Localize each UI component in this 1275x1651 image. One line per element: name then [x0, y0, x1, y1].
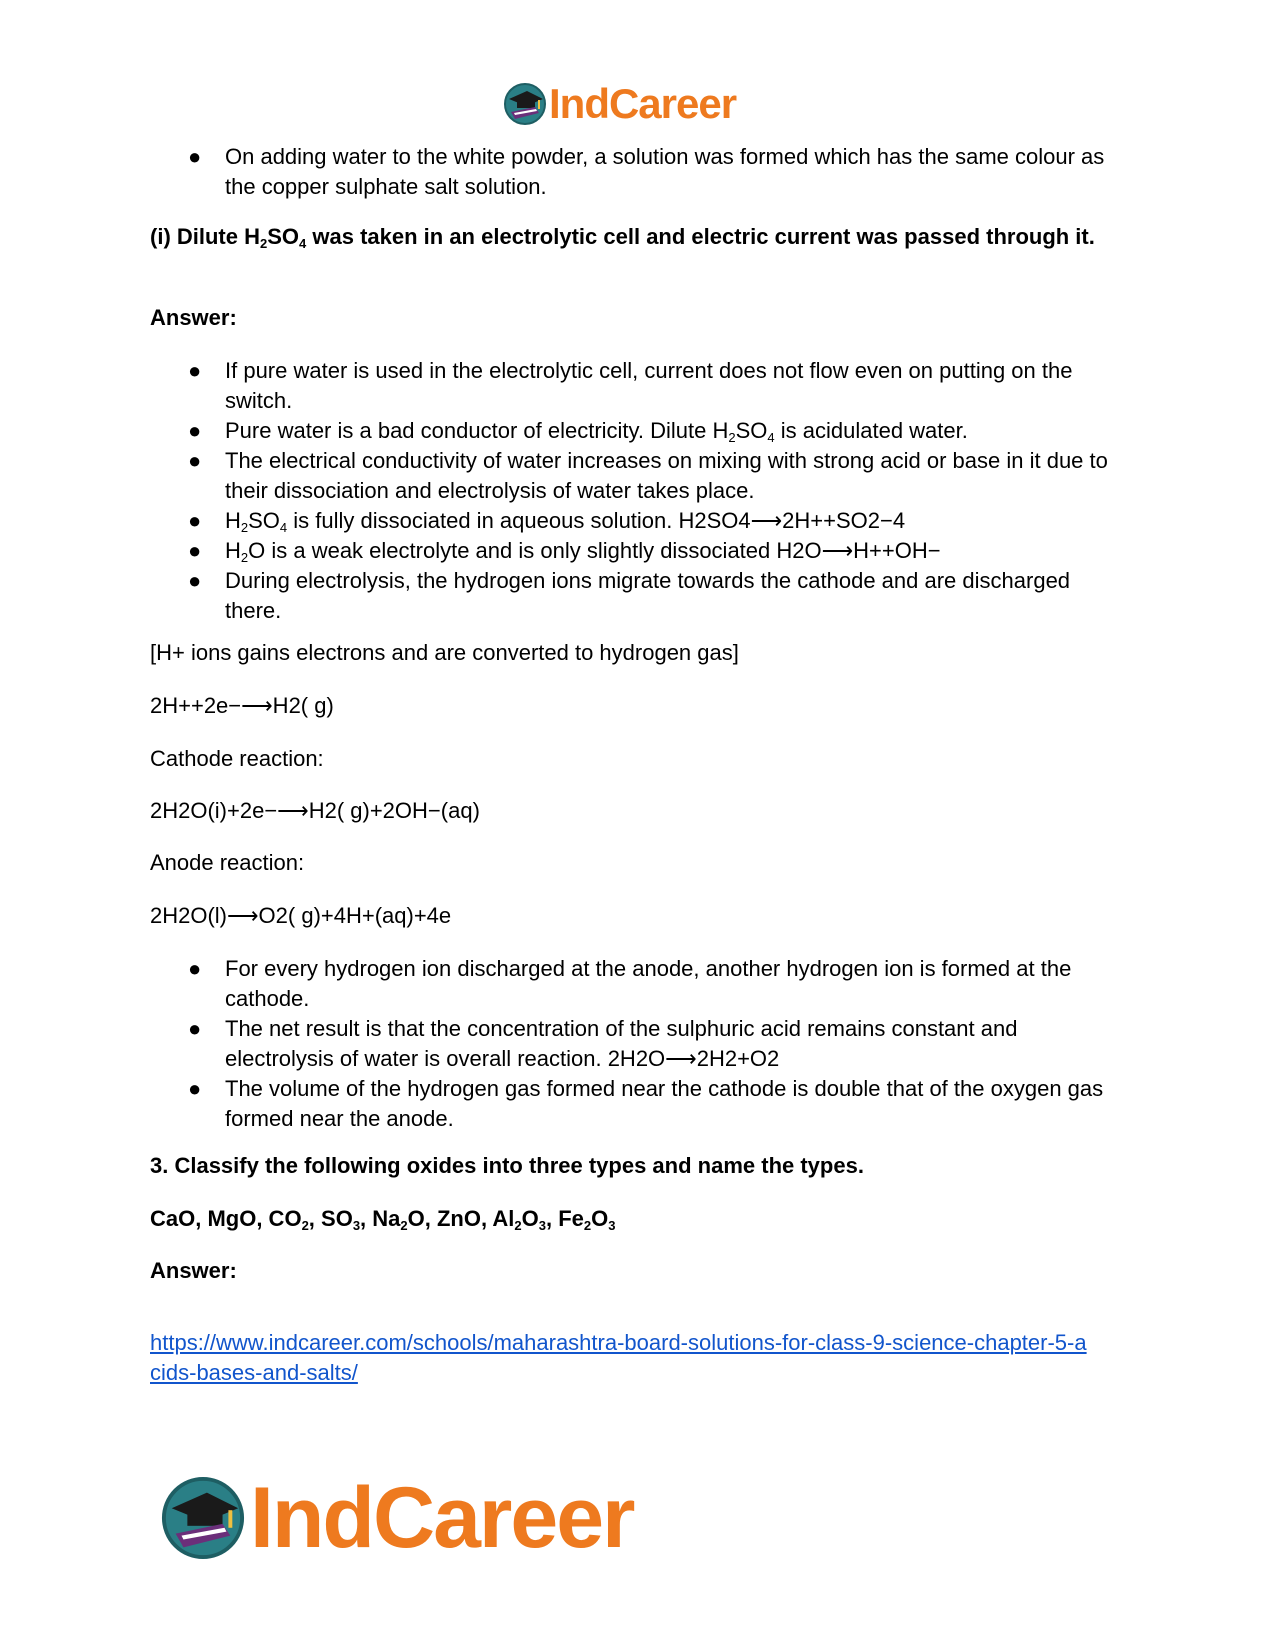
oxide-text: , Fe [545, 1206, 584, 1231]
equation: 2H++2e−⟶H2( g) [150, 693, 334, 718]
list-item [150, 566, 1130, 626]
subscript: 2 [240, 520, 249, 535]
list-item [150, 446, 1130, 506]
list-item [150, 142, 1130, 202]
bullet-text: SO [735, 418, 768, 443]
question-text: (i) Dilute H [150, 224, 260, 249]
oxides-list [150, 1204, 1130, 1234]
bullet-text: During electrolysis, the hydrogen ions migrate towards the cathode and are discharged there. [225, 568, 1071, 623]
link-text: cids-bases-and-salts/ [150, 1360, 358, 1385]
equation: 2H2O(l)⟶O2( g)+4H+(aq)+4e [150, 903, 452, 928]
question-3: 3. Classify the following oxides into three types and name the types. [150, 1153, 864, 1178]
bullet-text: O is a weak electrolyte and is only slightly dissociated H2O⟶H++OH− [248, 538, 941, 563]
brand-name: IndCareer [250, 1469, 634, 1566]
oxide-text: CaO, MgO, CO [150, 1206, 302, 1231]
question-text: was taken in an electrolytic cell and electric current was passed through it. [306, 224, 1095, 249]
subscript: 2 [583, 1218, 592, 1233]
bullet-icon: ● [188, 358, 202, 383]
bullet-text: If pure water is used in the electrolytic cell, current does not flow even on putting on the switch. [225, 358, 1073, 413]
anode-label: Anode reaction: [150, 850, 305, 875]
bullet-text: Pure water is a bad conductor of electricity. Dilute H [225, 418, 729, 443]
bullet-icon: ● [188, 538, 202, 563]
subscript: 3 [608, 1218, 616, 1233]
subscript: 2 [514, 1218, 522, 1233]
subscript: 3 [538, 1218, 546, 1233]
link-text: https://www.indcareer.com/schools/maharashtra-board-solutions-for-class-9-science-chapter-5-a [150, 1330, 1087, 1355]
question-text: SO [267, 224, 300, 249]
bullet-icon: ● [188, 956, 202, 981]
subscript: 2 [301, 1218, 309, 1233]
answer-label: Answer: [150, 1258, 237, 1283]
graduation-cap-book-icon [160, 1475, 246, 1561]
bullet-icon: ● [188, 1016, 202, 1041]
answer-label: Answer: [150, 305, 237, 330]
oxide-text: , SO [308, 1206, 353, 1231]
graduation-cap-book-icon [503, 82, 547, 126]
bullet-text: On adding water to the white powder, a solution was formed which has the same colour as the copper sulphate salt solution. [225, 144, 1105, 199]
list-item [150, 1074, 1130, 1134]
bullet-icon: ● [188, 1076, 202, 1101]
list-item [150, 416, 1130, 446]
conclusion-bullet-list [150, 954, 1130, 1134]
bullet-icon: ● [188, 508, 202, 533]
subscript: 2 [400, 1218, 408, 1233]
header-logo[interactable] [503, 78, 736, 130]
list-item [150, 1014, 1130, 1074]
bullet-text: H [225, 538, 241, 563]
answer-bullet-list [150, 356, 1130, 626]
bullet-icon: ● [188, 448, 202, 473]
bullet-icon: ● [188, 144, 202, 169]
bullet-text: The net result is that the concentration of the sulphuric acid remains constant and electrolysis of water is overall reaction. 2H2O⟶2H2+O2 [225, 1016, 1018, 1071]
bullet-text: H [225, 508, 241, 533]
subscript: 4 [299, 236, 307, 251]
list-item [150, 536, 1130, 566]
oxide-text: O [591, 1206, 609, 1231]
subscript: 2 [240, 550, 249, 565]
bullet-text: The volume of the hydrogen gas formed near the cathode is double that of the oxygen gas formed near the anode. [225, 1076, 1104, 1131]
footer-link-block [150, 1328, 1130, 1388]
oxide-text: O, ZnO, Al [407, 1206, 515, 1231]
list-item [150, 356, 1130, 416]
note-text: [H+ ions gains electrons and are converted to hydrogen gas] [150, 640, 739, 665]
subscript: 3 [352, 1218, 361, 1233]
subscript: 2 [260, 236, 268, 251]
intro-bullet-list [150, 142, 1130, 202]
list-item [150, 506, 1130, 536]
oxide-text: , Na [360, 1206, 401, 1231]
bullet-text: SO [248, 508, 280, 533]
equation: 2H2O(i)+2e−⟶H2( g)+2OH−(aq) [150, 798, 480, 823]
bullet-text: is acidulated water. [774, 418, 968, 443]
bullet-text: is fully dissociated in aqueous solution. H2SO4⟶2H++SO2−4 [287, 508, 906, 533]
bullet-icon: ● [188, 418, 202, 443]
question-i [150, 222, 1130, 252]
subscript: 2 [728, 430, 736, 445]
brand-name: IndCareer [549, 80, 737, 127]
subscript: 4 [767, 430, 775, 445]
footer-link[interactable] [150, 1330, 1087, 1385]
bullet-text: For every hydrogen ion discharged at the anode, another hydrogen ion is formed at the cathode. [225, 956, 1072, 1011]
cathode-label: Cathode reaction: [150, 746, 324, 771]
bullet-icon: ● [188, 568, 202, 593]
list-item [150, 954, 1130, 1014]
oxide-text: O [521, 1206, 539, 1231]
footer-logo[interactable] [160, 1468, 634, 1568]
subscript: 4 [279, 520, 288, 535]
bullet-text: The electrical conductivity of water increases on mixing with strong acid or base in it due to their dissociation and electrolysis of water takes place. [225, 448, 1108, 503]
